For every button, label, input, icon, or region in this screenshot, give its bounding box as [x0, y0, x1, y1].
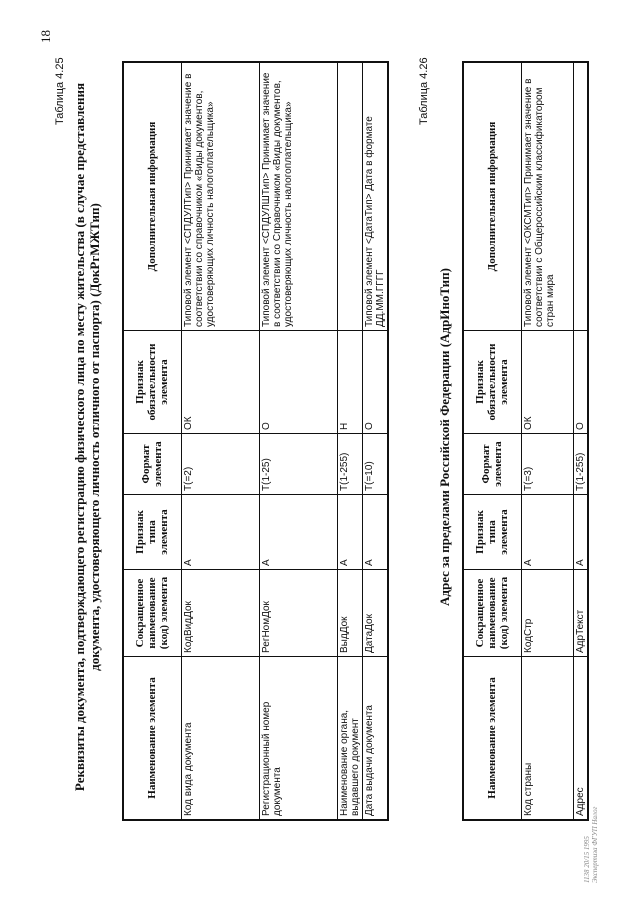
table-row — [362, 62, 388, 820]
table-row — [337, 62, 362, 820]
cell: T(1-25) — [259, 434, 337, 495]
cell: КодВидДок — [181, 570, 259, 657]
cell — [573, 62, 588, 331]
t1-header-type: Признак типа элемента — [123, 495, 181, 570]
stamp-line-2: Экспертиза ФГУП Налог — [591, 806, 599, 883]
table2-title: Адрес за пределами Российской Федерации (АдрИноТип) — [437, 268, 452, 606]
cell: О — [259, 331, 337, 434]
cell: T(1-255) — [337, 434, 362, 495]
cell — [337, 62, 362, 331]
cell: А — [362, 495, 388, 570]
cell: А — [337, 495, 362, 570]
t1-header-info: Дополнительная информация — [123, 62, 181, 331]
cell: О — [573, 331, 588, 434]
cell: АдрТекст — [573, 570, 588, 657]
cell: Регистрационный номер документа — [259, 657, 337, 821]
t2-header-type: Признак типа элемента — [463, 495, 521, 570]
cell: Типовой элемент <ОКСМТип> Принимает значение в соответствии с Общероссийским классификатором стран мира — [521, 62, 573, 331]
table1 — [122, 61, 389, 821]
cell: А — [181, 495, 259, 570]
table-row — [521, 62, 573, 820]
cell: КодСтр — [521, 570, 573, 657]
table2 — [462, 61, 589, 821]
cell: Код страны — [521, 657, 573, 821]
cell: А — [573, 495, 588, 570]
page-number: 18 — [38, 30, 53, 43]
cell: РегНомДок — [259, 570, 337, 657]
stamp-line-1: 1138 20/15 1995 — [583, 836, 591, 883]
cell: Типовой элемент <СПДУЛТип> Принимает значение в соответствии со справочником «Виды документов, удостоверяющих личность налогоплательщика» — [181, 62, 259, 331]
cell: А — [259, 495, 337, 570]
t2-header-info: Дополнительная информация — [463, 62, 521, 331]
table-row — [259, 62, 337, 820]
cell: Н — [337, 331, 362, 434]
cell: ОК — [521, 331, 573, 434]
t1-header-format: Формат элемента — [123, 434, 181, 495]
cell: А — [521, 495, 573, 570]
t1-header-name: Наименование элемента — [123, 657, 181, 821]
cell: Дата выдачи документа — [362, 657, 388, 821]
cell: ДатаДок — [362, 570, 388, 657]
t2-header-format: Формат элемента — [463, 434, 521, 495]
cell: T(1-255) — [573, 434, 588, 495]
cell: ОК — [181, 331, 259, 434]
t1-header-required: Признак обязательности элемента — [123, 331, 181, 434]
table1-title: Реквизиты документа, подтверждающего регистрацию физического лица по месту жительства (в случае представления документа, удостоверяющего личность отличного от паспорта) (ДокРгМЖТип) — [72, 82, 102, 792]
cell: Типовой элемент <СПДУЛШТип> Принимает значение в соответствии со Справочником «Виды документов, удостоверяющих личность налогоплательщика» — [259, 62, 337, 331]
cell: О — [362, 331, 388, 434]
cell: Наименование органа, выдавшего документ — [337, 657, 362, 821]
t2-header-code: Сокращенное наименование (код) элемента — [463, 570, 521, 657]
t2-header-required: Признак обязательности элемента — [463, 331, 521, 434]
cell: Адрес — [573, 657, 588, 821]
cell: T(=3) — [521, 434, 573, 495]
t1-header-code: Сокращенное наименование (код) элемента — [123, 570, 181, 657]
registration-stamp — [583, 807, 599, 883]
cell: ВыдДок — [337, 570, 362, 657]
cell: T(=10) — [362, 434, 388, 495]
cell: Код вида документа — [181, 657, 259, 821]
cell: Типовой элемент <ДатаТип> Дата в формате ДД.ММ.ГГГГ — [362, 62, 388, 331]
table2-label: Таблица 4.26 — [418, 57, 430, 125]
table-row — [573, 62, 588, 820]
t2-header-name: Наименование элемента — [463, 657, 521, 821]
table-row — [181, 62, 259, 820]
cell: T(=2) — [181, 434, 259, 495]
table1-label: Таблица 4.25 — [54, 57, 66, 125]
